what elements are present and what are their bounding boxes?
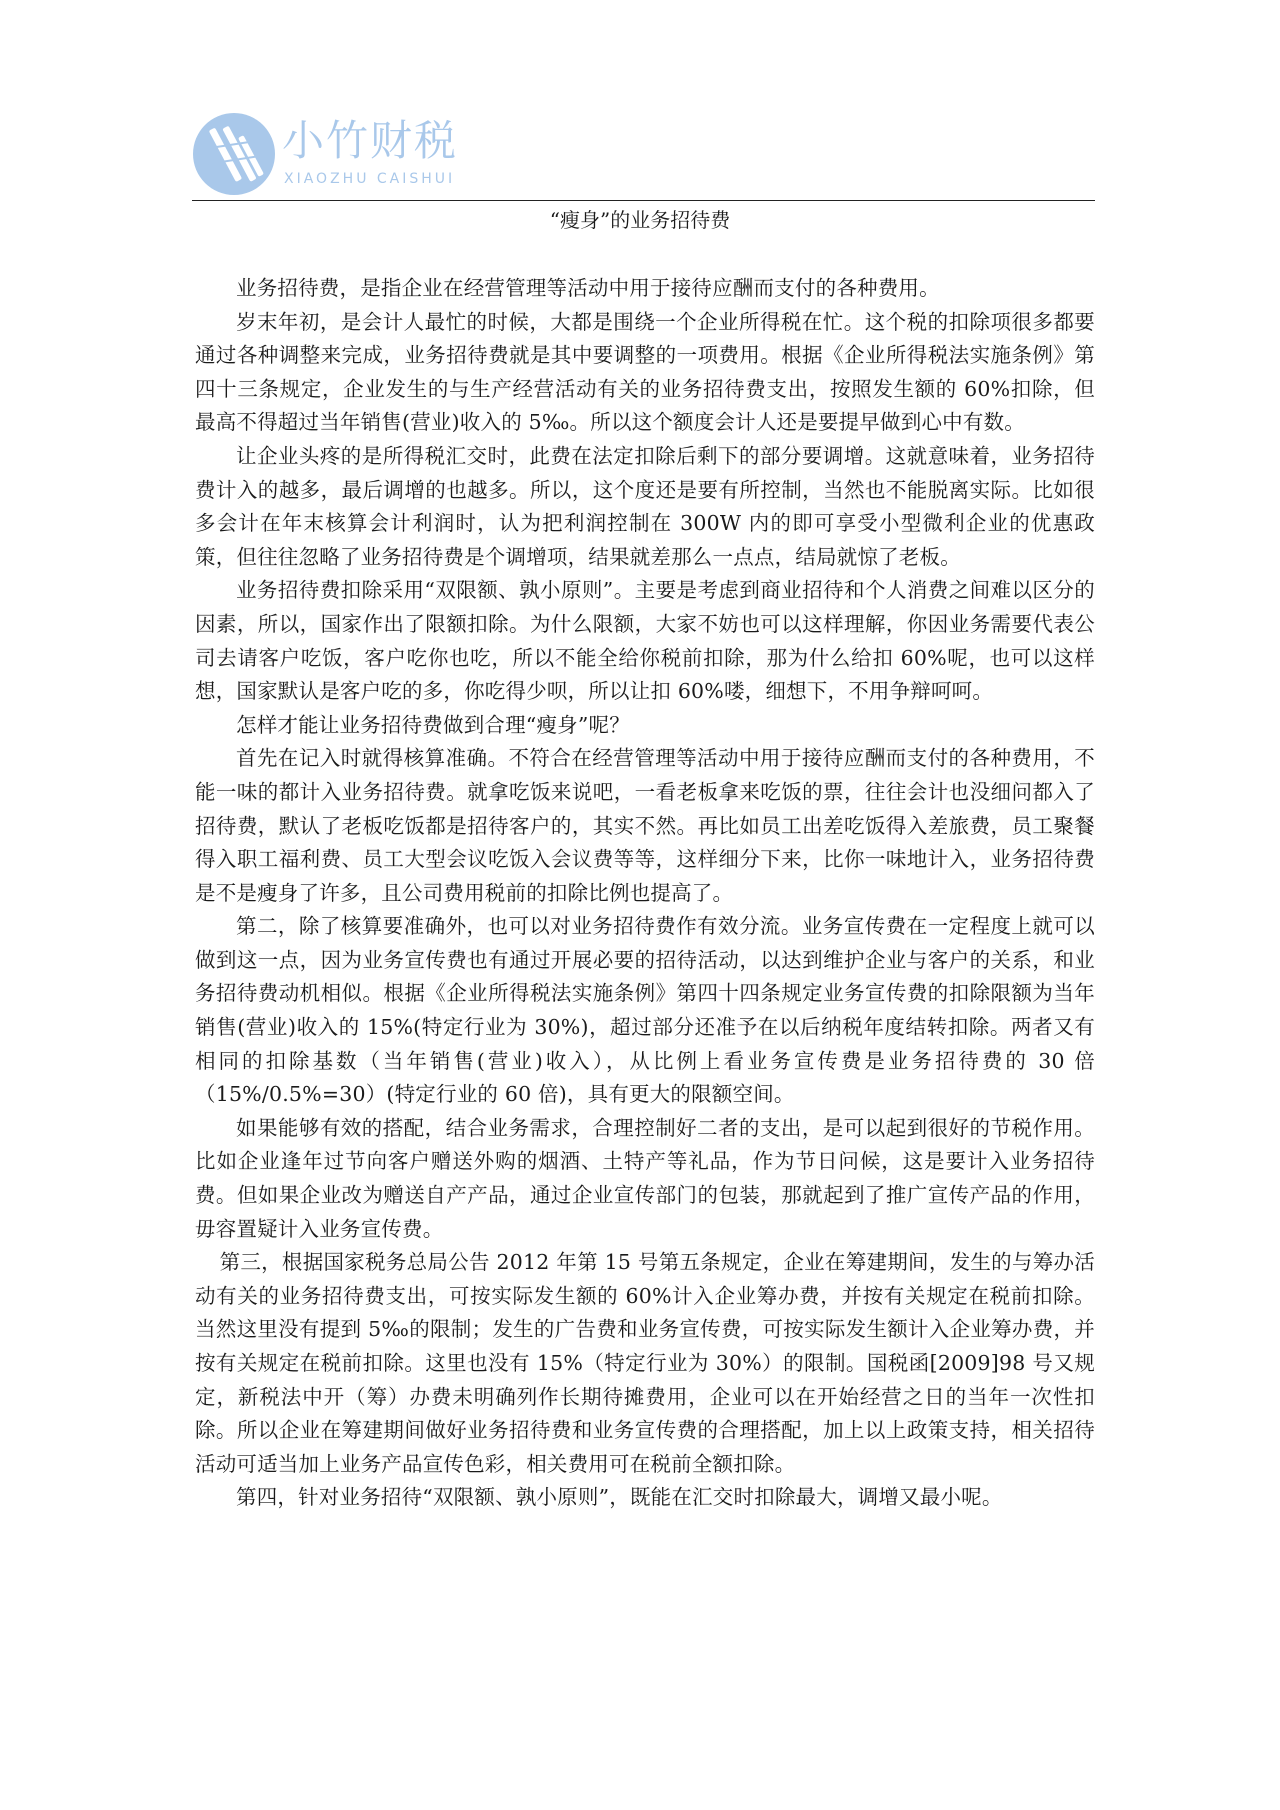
bamboo-logo-icon: [192, 112, 276, 196]
paragraph: 怎样才能让业务招待费做到合理“瘦身”呢？: [236, 712, 630, 737]
paragraph: 第四，针对业务招待“双限额、孰小原则”，既能在汇交时扣除最大，调增又最小呢。: [236, 1485, 1003, 1510]
paragraph: 第三，根据国家税务总局公告 2012 年第 15 号第五条规定，企业在筹建期间，发生的与筹办活动有关的业务招待费支出，可按实际发生额的 60%计入企业筹办费，并按有关规定在税前扣除。当然这里没有提到 5‰的限制；发生的广告费和业务宣传费，可按实际发生额计入企业筹办费，并按有关规定在税前扣除。这里也没有 15%（特定行业为 30%）的限制。国税函[2009]98 号又规定，新税法中开（筹）办费未明确列作长期待摊费用，企业可以在开始经营之日的当年一次性扣除。所以企业在筹建期间做好业务招待费和业务宣传费的合理搭配，加上以上政策支持，相关招待活动可适当加上业务产品宣传色彩，相关费用可在税前全额扣除。: [195, 1250, 1095, 1476]
paragraph: 首先在记入时就得核算准确。不符合在经营管理等活动中用于接待应酬而支付的各种费用，不能一味的都计入业务招待费。就拿吃饭来说吧，一看老板拿来吃饭的票，往往会计也没细问都入了招待费，默认了老板吃饭都是招待客户的，其实不然。再比如员工出差吃饭得入差旅费，员工聚餐得入职工福利费、员工大型会议吃饭入会议费等等，这样细分下来，比你一味地计入，业务招待费是不是瘦身了许多，且公司费用税前的扣除比例也提高了。: [195, 746, 1095, 905]
paragraph: 如果能够有效的搭配，结合业务需求，合理控制好二者的支出，是可以起到很好的节税作用。比如企业逢年过节向客户赠送外购的烟酒、土特产等礼品，作为节日问候，这是要计入业务招待费。但如果企业改为赠送自产产品，通过企业宣传部门的包装，那就起到了推广宣传产品的作用，毋容置疑计入业务宣传费。: [195, 1115, 1095, 1241]
brand-name-english: XIAOZHU CAISHUI: [284, 171, 456, 187]
paragraph: 让企业头疼的是所得税汇交时，此费在法定扣除后剩下的部分要调增。这就意味着，业务招待费计入的越多，最后调增的也越多。所以，这个度还是要有所控制，当然也不能脱离实际。比如很多会计在年末核算会计利润时，认为把利润控制在 300W 内的即可享受小型微利企业的优惠政策，但往往忽略了业务招待费是个调增项，结果就差那么一点点，结局就惊了老板。: [195, 443, 1095, 569]
document-title: “瘦身”的业务招待费: [549, 208, 731, 232]
header-divider: [192, 200, 1095, 201]
paragraph: 第二，除了核算要准确外，也可以对业务招待费作有效分流。业务宣传费在一定程度上就可以做到这一点，因为业务宣传费也有通过开展必要的招待活动，以达到维护企业与客户的关系，和业务招待费动机相似。根据《企业所得税法实施条例》第四十四条规定业务宣传费的扣除限额为当年销售(营业)收入的 15%(特定行业为 30%)，超过部分还准予在以后纳税年度结转扣除。两者又有相同的扣除基数（当年销售(营业)收入），从比例上看业务宣传费是业务招待费的 30 倍（15%/0.5%=30）(特定行业的 60 倍)，具有更大的限额空间。: [195, 914, 1095, 1107]
paragraph: 岁末年初，是会计人最忙的时候，大都是围绕一个企业所得税在忙。这个税的扣除项很多都要通过各种调整来完成，业务招待费就是其中要调整的一项费用。根据《企业所得税法实施条例》第四十三条规定，企业发生的与生产经营活动有关的业务招待费支出，按照发生额的 60%扣除，但最高不得超过当年销售(营业)收入的 5‰。所以这个额度会计人还是要提早做到心中有数。: [195, 309, 1095, 435]
brand-name-chinese: 小竹财税: [282, 116, 459, 165]
document-body: [195, 272, 1095, 1515]
page-header: [192, 112, 1092, 198]
paragraph: 业务招待费，是指企业在经营管理等活动中用于接待应酬而支付的各种费用。: [236, 276, 940, 300]
paragraph: 业务招待费扣除采用“双限额、孰小原则”。主要是考虑到商业招待和个人消费之间难以区分的因素，所以，国家作出了限额扣除。为什么限额，大家不妨也可以这样理解，你因业务需要代表公司去请客户吃饭，客户吃你也吃，所以不能全给你税前扣除，那为什么给扣 60%呢，也可以这样想，国家默认是客户吃的多，你吃得少呗，所以让扣 60%喽，细想下，不用争辩呵呵。: [195, 578, 1095, 704]
